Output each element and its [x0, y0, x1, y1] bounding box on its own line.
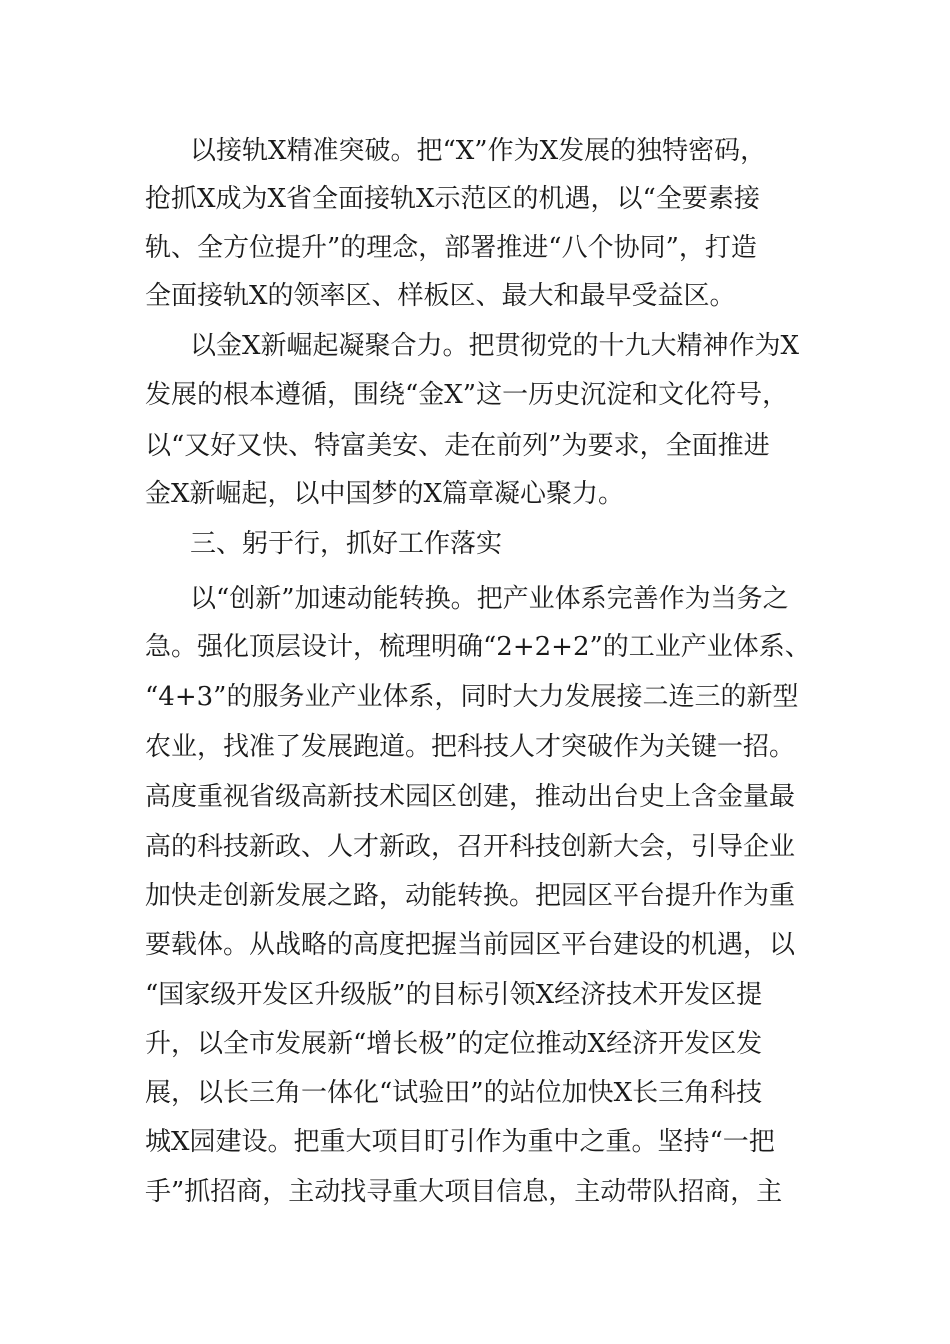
- paragraph-3-line-11: 展，以长三角一体化“试验田”的站位加快X长三角科技: [145, 1078, 763, 1108]
- paragraph-2-line-1: 以金X新崛起凝聚合力。把贯彻党的十九大精神作为X: [190, 331, 800, 361]
- paragraph-1-line-3: 轨、全方位提升”的理念，部署推进“八个协同”，打造: [145, 233, 757, 263]
- section-heading: 三、躬于行，抓好工作落实: [190, 529, 503, 559]
- paragraph-1-line-4: 全面接轨X的领率区、样板区、最大和最早受益区。: [145, 281, 736, 311]
- paragraph-3-line-6: 高的科技新政、人才新政，召开科技创新大会，引导企业: [145, 832, 796, 862]
- paragraph-3-line-3: “4+3”的服务业产业体系，同时大力发展接二连三的新型: [145, 682, 799, 712]
- paragraph-2-line-2: 发展的根本遵循，围绕“金X”这一历史沉淀和文化符号，: [145, 380, 789, 410]
- paragraph-3-line-1: 以“创新”加速动能转换。把产业体系完善作为当务之: [190, 584, 789, 614]
- paragraph-2-line-3: 以“又好又快、特富美安、走在前列”为要求，全面推进: [145, 431, 770, 461]
- paragraph-3-line-2: 急。强化顶层设计，梳理明确“2+2+2”的工业产业体系、: [145, 632, 811, 662]
- paragraph-3-line-5: 高度重视省级高新技术园区创建，推动出台史上含金量最: [145, 782, 796, 812]
- paragraph-3-line-7: 加快走创新发展之路，动能转换。把园区平台提升作为重: [145, 881, 796, 911]
- paragraph-3-line-13: 手”抓招商，主动找寻重大项目信息，主动带队招商，主: [145, 1177, 783, 1207]
- paragraph-1-line-2: 抢抓X成为X省全面接轨X示范区的机遇，以“全要素接: [145, 184, 760, 214]
- paragraph-3-line-12: 城X园建设。把重大项目盯引作为重中之重。坚持“一把: [145, 1127, 775, 1157]
- paragraph-2-line-4: 金X新崛起，以中国梦的X篇章凝心聚力。: [145, 479, 625, 509]
- paragraph-3-line-10: 升，以全市发展新“增长极”的定位推动X经济开发区发: [145, 1029, 763, 1059]
- paragraph-3-line-4: 农业，找准了发展跑道。把科技人才突破作为关键一招。: [145, 732, 796, 762]
- paragraph-3-line-9: “国家级开发区升级版”的目标引领X经济技术开发区提: [145, 980, 763, 1010]
- paragraph-1-line-1: 以接轨X精准突破。把“X”作为X发展的独特密码，: [190, 136, 767, 166]
- paragraph-3-line-8: 要载体。从战略的高度把握当前园区平台建设的机遇，以: [145, 930, 796, 960]
